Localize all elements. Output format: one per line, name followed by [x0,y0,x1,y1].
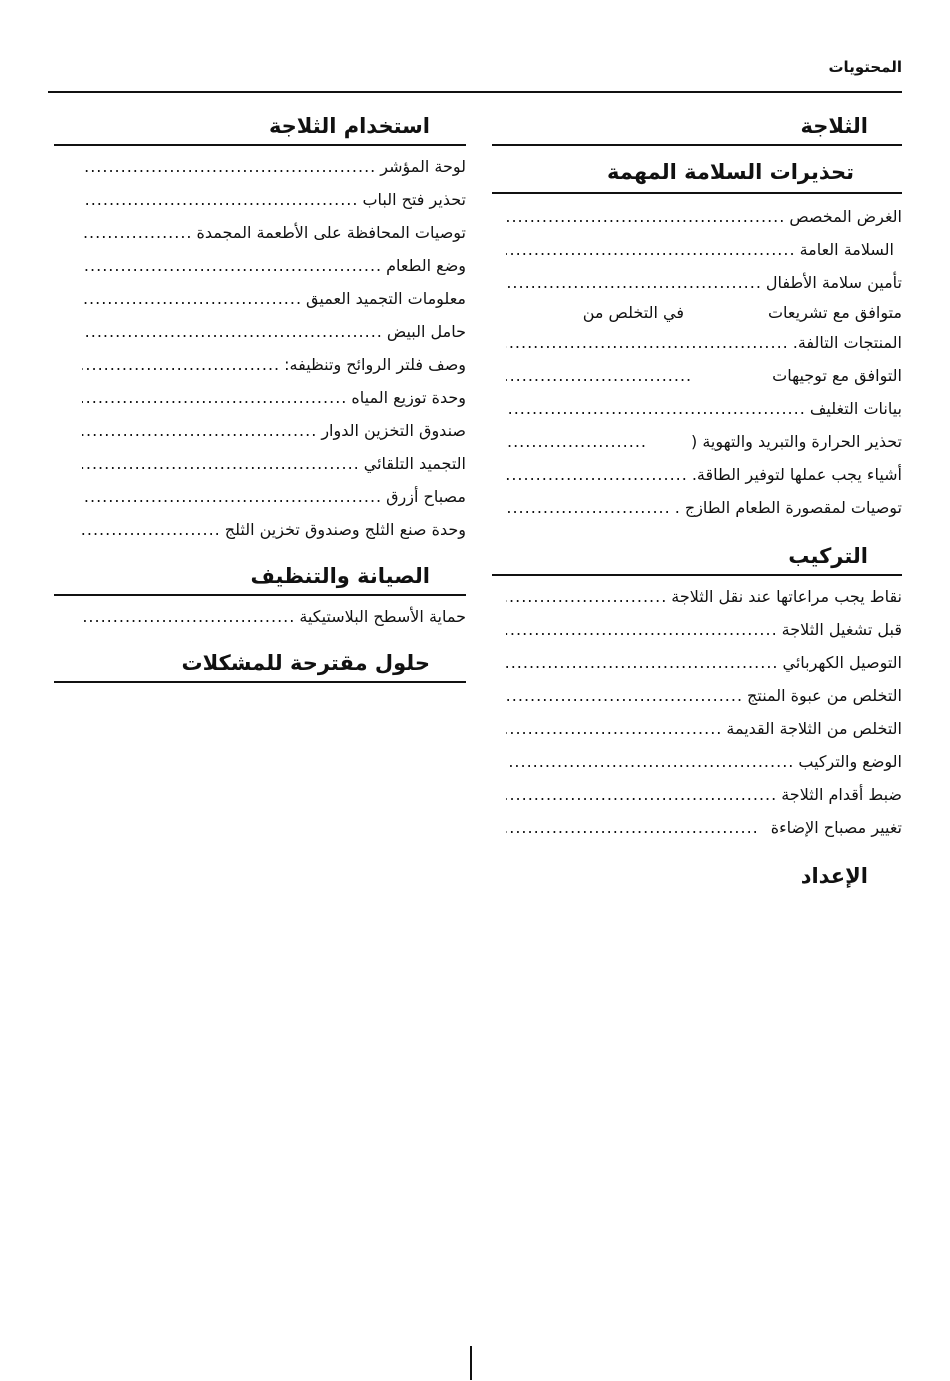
page-marker-line [470,1346,472,1380]
toc-entry[interactable]: التوافق مع توجيهات ..... [492,359,902,392]
toc-entry[interactable]: التجميد التلقائي ..... [54,447,466,480]
toc-entry[interactable]: تحذير فتح الباب ..... [54,183,466,216]
toc-entry[interactable]: توصيات المحافظة على الأطعمة المجمدة ..... [54,216,466,249]
section-title-setup[interactable]: الإعداد [800,864,868,888]
toc-entry[interactable]: وحدة صنع الثلج وصندوق تخزين الثلج ..... [54,513,466,546]
toc-entry[interactable]: تحذير الحرارة والتبريد والتهوية ( ..... [492,425,902,458]
installation-list [492,580,902,844]
section-title-maintenance[interactable]: الصيانة والتنظيف [54,558,466,596]
toc-left-column [54,108,466,687]
toc-entry[interactable]: التخلص من عبوة المنتج ..... [492,679,902,712]
section-title-troubleshooting[interactable]: حلول مقترحة للمشكلات [54,645,466,683]
toc-entry[interactable]: التخلص من الثلاجة القديمة ..... [492,712,902,745]
toc-entry[interactable]: وضع الطعام ..... [54,249,466,282]
using-list [54,150,466,546]
toc-entry[interactable]: ضبط أقدام الثلاجة ..... [492,778,902,811]
toc-entry[interactable]: التوصيل الكهربائي ..... [492,646,902,679]
toc-right-column [492,108,902,898]
toc-entry[interactable]: السلامة العامة ..... [492,233,902,266]
toc-entry[interactable]: نقاط يجب مراعاتها عند نقل الثلاجة ..... [492,580,902,613]
toc-entry[interactable]: توصيات لمقصورة الطعام الطازج . ..... [492,491,902,524]
section-title-safety[interactable]: تحذيرات السلامة المهمة [492,152,902,194]
maintenance-list [54,600,466,633]
toc-entry[interactable]: حماية الأسطح البلاستيكية ..... [54,600,466,633]
page-header-title: المحتويات [828,58,902,76]
section-title-installation[interactable]: التركيب [492,538,902,576]
toc-entry[interactable]: وصف فلتر الروائح وتنظيفه: ..... [54,348,466,381]
section-title-fridge[interactable]: الثلاجة [492,108,902,146]
toc-entry[interactable]: تأمين سلامة الأطفال ..... [492,266,902,299]
toc-entry[interactable]: الوضع والتركيب ..... [492,745,902,778]
toc-entry[interactable]: بيانات التغليف ..... [492,392,902,425]
toc-entry[interactable]: أشياء يجب عملها لتوفير الطاقة. ..... [492,458,902,491]
toc-entry[interactable]: قبل تشغيل الثلاجة ..... [492,613,902,646]
toc-entry[interactable]: وحدة توزيع المياه ..... [54,381,466,414]
safety-list [492,200,902,524]
toc-entry[interactable]: صندوق التخزين الدوار ..... [54,414,466,447]
toc-entry[interactable]: مصباح أزرق ..... [54,480,466,513]
section-title-using[interactable]: استخدام الثلاجة [54,108,466,146]
toc-entry[interactable]: تغيير مصباح الإضاءة ..... [492,811,902,844]
toc-entry[interactable]: معلومات التجميد العميق ..... [54,282,466,315]
toc-entry[interactable]: لوحة المؤشر ..... [54,150,466,183]
toc-entry-multiline[interactable]: متوافق مع تشريعاتفي التخلص من المنتجات التالفة. ..... [492,299,902,359]
toc-entry[interactable]: الغرض المخصص ..... [492,200,902,233]
toc-entry[interactable]: حامل البيض ..... [54,315,466,348]
header-rule [48,91,902,93]
